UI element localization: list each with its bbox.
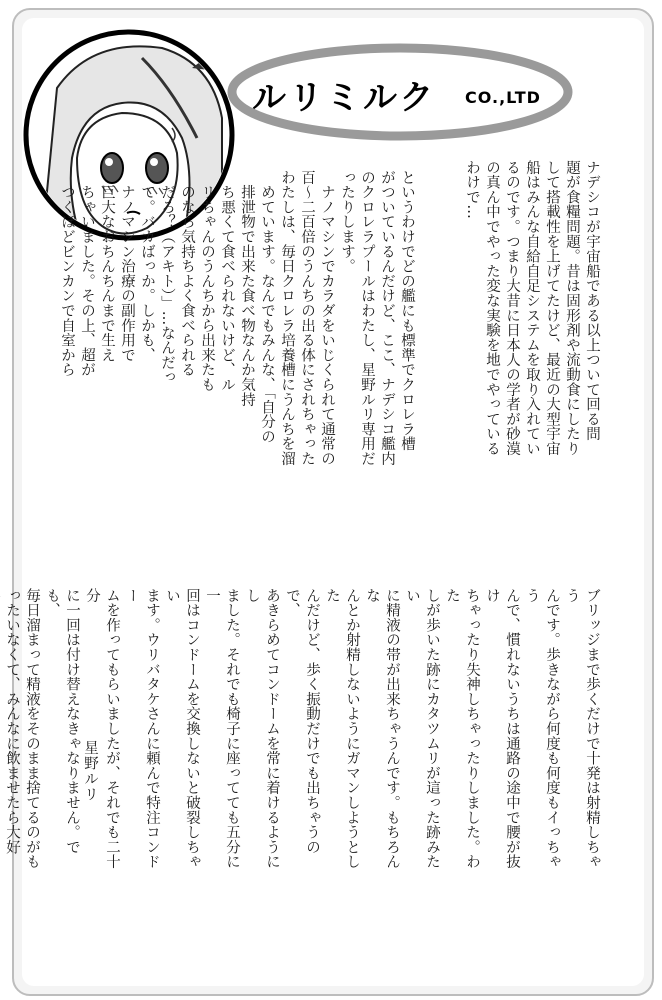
article-block-2: というわけでどの艦にも標準でクロレラ槽 がついているんだけど、ここ、ナデシコ艦内 のクロレラプールはわたし、星野ルリ専用だ ったりします。 ナノマシンでカラダをいじくられて通常の 百〜二百倍のうんちの出る体にされちゃった わたしは、毎日クロレラ培養槽にうんちを溜 めています。なんでもみんな、「自分の 排泄物で出来た食べ物なんか気持 ち悪くて食べられないけど、ル リちゃんのうんちから出来たも のなら気持ちよく食べられる だろ？（アキト）」…なんだっ て。バカばっか。しかも、 ナノマシン治療の副作用で 巨大なおちんちんまで生え ちゃいました。その上、超が つくほどビンカンで自室から xyxy=(59,170,415,466)
author-signature: 星野ルリ xyxy=(82,740,98,802)
logo-suffix: CO.,LTD xyxy=(465,88,541,107)
logo-title: ルリミルク xyxy=(252,78,437,118)
article-block-3: ブリッジまで歩くだけで十発は射精しちゃう んです。歩きながら何度も何度もイっちゃう んで、慣れないうちは通路の途中で腰が抜け ちゃったり失神しちゃったりしました。わた しが歩いた跡にカタツムリが這った跡みたい に精液の帯が出来ちゃうんです。もちろんな んとか射精しないようにガマンしようとした んだけど、歩く振動だけでも出ちゃうので、 あきらめてコンドームを常に着けるようにし ました。それでも椅子に座ってても五分に一 回はコンドームを交換しないと破裂しちゃい ます。ウリバタケさんに頼んで特注コンドー ムを作ってもらいましたが、それでも二十分 に一回は付け替えなきゃなりません。でも、 毎日溜まって精液をそのまま捨てるのがも ったいなくて、みんなに飲ませたら大好 xyxy=(4,588,600,870)
article-block-1: ナデシコが宇宙船である以上ついて回る問 題が食糧問題。昔は固形剤や流動食にしたり して搭載性を上げてたけど、最近の大型宇宙 船はみんな自給自足システムを取り入れてい るのです。つまり大昔に日本人の学者が砂漠 の真ん中でやった変な実験を地でやっている わけで… xyxy=(464,160,600,456)
